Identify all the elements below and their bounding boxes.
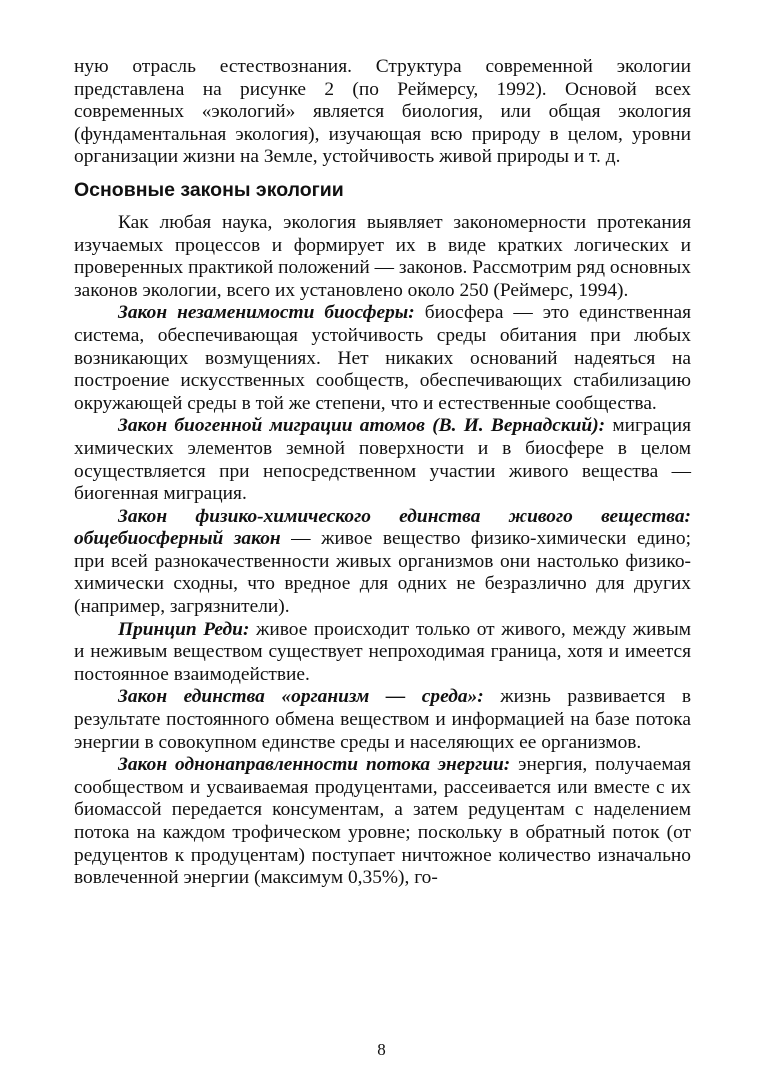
law-paragraph-organism-environment xyxy=(74,686,691,754)
law-term: Принцип Реди: xyxy=(118,618,250,640)
law-text: энергия, получаемая сообществом и усваиваемая продуцентами, рассеивается или вместе с их биомассой передается консументам, а затем редуцентам с наделением потока на каждом трофическом уровне; поскольку в обратный поток (от редуцентов к продуцентам) поступает ничтожное количество изначально вовлеченной энергии (максимум 0,35%), го- xyxy=(74,754,691,889)
law-text: — живое вещество физико-химически едино; при всей разнокачественности живых организмов они настолько физико-химически сходны, что вредное для одних не безразлично для других (например, загрязнители). xyxy=(74,528,691,618)
law-text: биосфера — это единственная система, обеспечивающая устойчивость среды обитания при любых возникающих возмущениях. Нет никаких оснований надеяться на построение искусственных сообществ, обеспечивающих стабилизацию окружающей среды в той же степени, что и естественные сообщества. xyxy=(74,302,691,414)
law-text: жизнь развивается в результате постоянного обмена веществом и информацией на базе потока энергии в совокупном единстве среды и населяющих ее организмов. xyxy=(74,686,691,753)
intro-paragraph: ную отрасль естествознания. Структура современной экологии представлена на рисунке 2 (по Реймерсу, 1992). Основой всех современных «экологий» является биология, или общая экология (фундаментальная экология), изучающая всю природу в целом, уровни организации жизни на Земле, устойчивость живой природы и т. д. xyxy=(74,56,691,168)
lead-paragraph: Как любая наука, экология выявляет закономерности протекания изучаемых процессов и формирует их в виде кратких логических и проверенных практикой положений — законов. Рассмотрим ряд основных законов экологии, всего их установлено около 250 (Реймерс, 1994). xyxy=(74,211,691,301)
law-paragraph-biosphere xyxy=(74,302,691,415)
law-term: Закон физико-химического единства живого вещества: общебиосферный закон xyxy=(74,505,691,550)
law-term: Закон единства «организм — среда»: xyxy=(118,686,484,708)
law-paragraph-biogenic-migration xyxy=(74,415,691,505)
law-term: Закон биогенной миграции атомов (В. И. Вернадский): xyxy=(118,415,606,437)
law-paragraph-physico-chemical-unity xyxy=(74,506,691,619)
page-body xyxy=(74,56,691,890)
law-paragraph-redi-principle xyxy=(74,619,691,687)
law-term: Закон незаменимости биосферы: xyxy=(118,302,415,324)
section-heading: Основные законы экологии xyxy=(74,178,344,201)
law-text: миграция химических элементов земной поверхности и в биосфере в целом осуществляется при непосредственном участии живого вещества — биогенная миграция. xyxy=(74,415,691,505)
law-text: живое происходит только от живого, между живым и неживым веществом существует непроходимая граница, хотя и имеется постоянное взаимодействие. xyxy=(74,618,691,685)
law-term: Закон однонаправленности потока энергии: xyxy=(118,754,511,776)
page-number: 8 xyxy=(377,1040,386,1059)
law-paragraph-energy-flow xyxy=(74,754,691,890)
